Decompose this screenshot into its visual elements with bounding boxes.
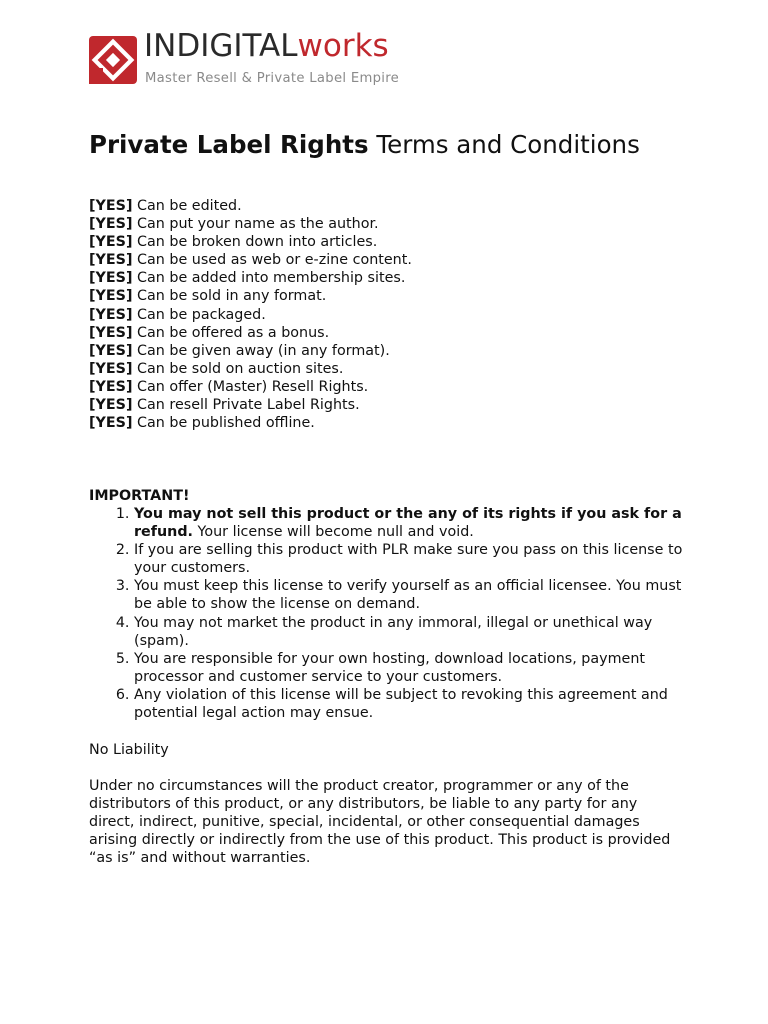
yes-tag: [YES]: [89, 360, 133, 377]
rule-item: [134, 614, 689, 650]
yes-tag: [YES]: [89, 415, 133, 432]
rule-text: If you are selling this product with PLR make sure you pass on this license to your customers.: [134, 542, 683, 577]
rule-text: You are responsible for your own hosting, download locations, payment processor and customer service to your customers.: [134, 650, 645, 685]
yes-tag: [YES]: [89, 270, 133, 287]
list-item-text: Can be edited.: [137, 198, 242, 214]
list-item-text: Can be sold on auction sites.: [137, 360, 344, 377]
list-item: [89, 414, 412, 432]
page-title-strong: Private Label Rights: [89, 130, 369, 159]
list-item-text: Can be given away (in any format).: [137, 342, 390, 359]
brand-tagline: Master Resell & Private Label Empire: [145, 71, 400, 86]
important-rules-list: [89, 505, 689, 722]
yes-tag: [YES]: [89, 324, 133, 341]
rights-list: [89, 197, 412, 432]
list-item: [89, 233, 412, 251]
brand-logo: [89, 28, 449, 88]
yes-tag: [YES]: [89, 306, 133, 323]
list-item: [89, 360, 412, 378]
list-item-text: Can be sold in any format.: [137, 288, 327, 305]
list-item: [89, 378, 412, 396]
brand-main-text: INDIGITAL: [144, 28, 298, 64]
liability-heading: No Liability: [89, 742, 169, 758]
list-item-text: Can be packaged.: [137, 306, 266, 323]
list-item-text: Can be used as web or e-zine content.: [137, 252, 412, 269]
yes-tag: [YES]: [89, 234, 133, 251]
brand-wordmark: [144, 28, 389, 64]
important-heading: IMPORTANT!: [89, 488, 190, 504]
rule-text: Your license will become null and void.: [193, 524, 474, 541]
rule-text: Any violation of this license will be subject to revoking this agreement and potential legal action may ensue.: [134, 686, 668, 722]
list-item-text: Can be published offline.: [137, 415, 315, 432]
yes-tag: [YES]: [89, 252, 133, 269]
list-item: [89, 269, 412, 287]
page-title-rest: Terms and Conditions: [376, 130, 640, 159]
rule-bold-text: You may not sell this product or the any of its rights if you ask for a refund.: [134, 506, 682, 541]
rule-item: [134, 541, 689, 577]
list-item-text: Can be added into membership sites.: [137, 270, 406, 287]
list-item: [89, 287, 412, 305]
rule-item: [134, 505, 689, 541]
page-title: [89, 130, 640, 159]
list-item-text: Can put your name as the author.: [137, 216, 379, 233]
yes-tag: [YES]: [89, 378, 133, 395]
list-item-text: Can be offered as a bonus.: [137, 324, 330, 341]
yes-tag: [YES]: [89, 216, 133, 233]
list-item: [89, 342, 412, 360]
red-square-diamond-logo-icon: [89, 36, 137, 84]
yes-tag: [YES]: [89, 342, 133, 359]
list-item-text: Can resell Private Label Rights.: [137, 397, 360, 414]
list-item: [89, 215, 412, 233]
list-item: [89, 306, 412, 324]
list-item: [89, 324, 412, 342]
list-item-text: Can be broken down into articles.: [137, 234, 378, 251]
rule-item: [134, 577, 689, 613]
list-item: [89, 197, 412, 215]
yes-tag: [YES]: [89, 397, 133, 414]
list-item-text: Can offer (Master) Resell Rights.: [137, 378, 369, 395]
rule-item: [134, 686, 689, 722]
rule-text: You may not market the product in any immoral, illegal or unethical way (spam).: [134, 614, 653, 649]
brand-accent-text: works: [297, 28, 389, 64]
rule-item: [134, 650, 689, 686]
rule-text: You must keep this license to verify yourself as an official licensee. You must be able to show the license on demand.: [134, 578, 682, 613]
yes-tag: [YES]: [89, 198, 133, 214]
list-item: [89, 396, 412, 414]
yes-tag: [YES]: [89, 288, 133, 305]
list-item: [89, 251, 412, 269]
liability-paragraph: Under no circumstances will the product creator, programmer or any of the distributors of this product, or any distributors, be liable to any party for any direct, indirect, punitive, special, incidental, or other consequential damages arising directly or indirectly from the use of this product. This product is provided “as is” and without warranties.: [89, 778, 671, 867]
